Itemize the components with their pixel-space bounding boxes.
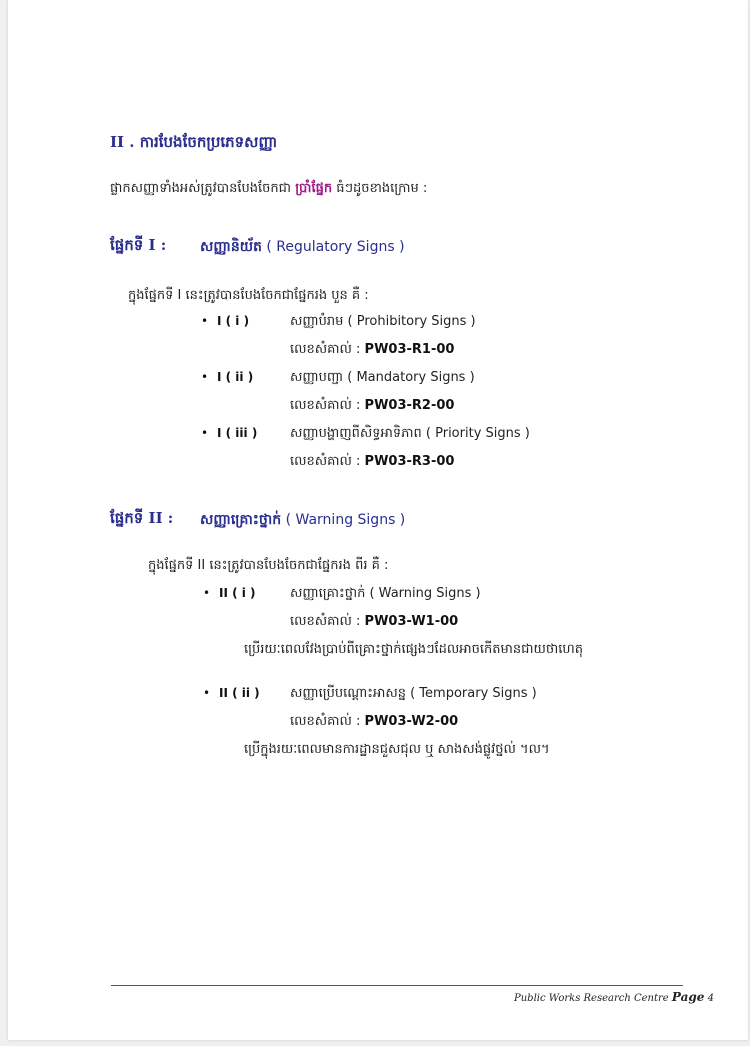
footer-divider — [111, 985, 683, 986]
part1-title — [200, 237, 405, 258]
list-item-bullet — [201, 426, 257, 440]
list-item-bullet — [201, 370, 253, 384]
item-code: II ( ii ) — [219, 686, 260, 700]
part2-label: ផ្នែកទី II : — [110, 509, 174, 527]
item-ref-label: លេខសំគាល់ : — [290, 342, 361, 357]
item-sign-name: សញ្ញាបង្ហាញពីសិទ្ធអាទិភាព ( Priority Signs ) — [290, 426, 530, 441]
item-ref-code: PW03-W1-00 — [364, 614, 459, 629]
item-ref-line — [290, 453, 454, 472]
part1-sub-intro: ក្នុងផ្នែកទី I នេះត្រូវបានបែងចែកជាផ្នែករង បួន គឺ : — [128, 288, 369, 303]
bullet-dot: • — [203, 686, 211, 700]
footer-page-number: 4 — [707, 993, 714, 1004]
section-heading — [110, 133, 277, 155]
intro-paragraph — [110, 180, 427, 199]
item-ref-label: លេខសំគាល់ : — [290, 398, 361, 413]
item-usage-note: ប្រើរយៈពេលវែងប្រាប់ពីគ្រោះថ្នាក់ផ្សេងៗដែលអាចកើតមានជាយថាហេតុ — [244, 642, 584, 657]
intro-text-after: ធំៗដូចខាងក្រោម : — [336, 181, 428, 196]
part2-sub-intro: ក្នុងផ្នែកទី II នេះត្រូវបានបែងចែកជាផ្នែករង ពីរ គឺ : — [148, 558, 389, 573]
list-item-bullet — [203, 686, 260, 700]
item-ref-code: PW03-R1-00 — [364, 342, 455, 357]
item-ref-code: PW03-W2-00 — [364, 714, 459, 729]
list-item-bullet — [201, 314, 249, 328]
item-sign-name: សញ្ញាប្រើបណ្ដោះអាសន្ន ( Temporary Signs ) — [290, 686, 537, 701]
part2-title-en: ( Warning Signs ) — [285, 512, 406, 528]
footer-page-label: Page — [671, 990, 705, 1004]
item-code: I ( iii ) — [217, 426, 258, 440]
item-code: II ( i ) — [219, 586, 256, 600]
bullet-dot: • — [201, 314, 209, 328]
bullet-dot: • — [201, 370, 209, 384]
part2-title-kh: សញ្ញាគ្រោះថ្នាក់ — [200, 512, 282, 528]
item-ref-line — [290, 613, 458, 632]
item-ref-line — [290, 713, 458, 732]
part1-title-kh: សញ្ញានិយ័ត — [200, 239, 262, 255]
item-ref-label: លេខសំគាល់ : — [290, 614, 361, 629]
item-sign-name: សញ្ញាបញ្ជា ( Mandatory Signs ) — [290, 370, 475, 385]
item-sign-name: សញ្ញាគ្រោះថ្នាក់ ( Warning Signs ) — [290, 586, 481, 601]
page-footer — [514, 990, 714, 1004]
intro-text-before: ផ្លាកសញ្ញាទាំងអស់ត្រូវបានបែងចែកជា — [110, 181, 292, 196]
bullet-dot: • — [203, 586, 211, 600]
part2-title — [200, 510, 405, 531]
intro-highlight: ប្រាំផ្នែក — [295, 181, 333, 196]
item-ref-code: PW03-R2-00 — [364, 398, 455, 413]
section-number: II . — [110, 133, 135, 151]
item-ref-label: លេខសំគាល់ : — [290, 714, 361, 729]
list-item-bullet — [203, 586, 256, 600]
item-code: I ( ii ) — [217, 370, 254, 384]
item-ref-code: PW03-R3-00 — [364, 454, 455, 469]
item-code: I ( i ) — [217, 314, 250, 328]
item-usage-note: ប្រើក្នុងរយៈពេលមានការដ្ឋានជួសជុល ឬ សាងសង់ផ្លូវថ្នល់ ។ល។ — [244, 742, 550, 757]
part1-title-en: ( Regulatory Signs ) — [266, 239, 405, 255]
part1-label: ផ្នែកទី I : — [110, 236, 167, 254]
item-ref-line — [290, 397, 454, 416]
section-title: ការបែងចែកប្រភេទសញ្ញា — [139, 133, 278, 151]
document-page — [8, 0, 748, 1040]
item-ref-line — [290, 341, 454, 360]
footer-org: Public Works Research Centre — [514, 993, 669, 1004]
item-ref-label: លេខសំគាល់ : — [290, 454, 361, 469]
bullet-dot: • — [201, 426, 209, 440]
item-sign-name: សញ្ញាបំរាម ( Prohibitory Signs ) — [290, 314, 476, 329]
